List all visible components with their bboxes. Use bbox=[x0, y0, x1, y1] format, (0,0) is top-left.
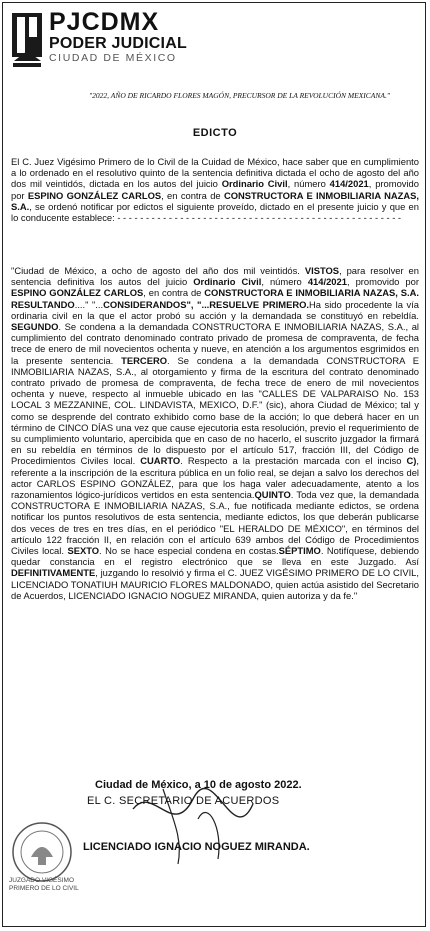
handwritten-signature-icon bbox=[123, 779, 263, 869]
logo-city: CIUDAD DE MÉXICO bbox=[49, 52, 177, 64]
logo-title: PJCDMX bbox=[49, 8, 160, 36]
document-title: EDICTO bbox=[192, 127, 238, 139]
signer-role: EL C. SECRETARIO DE ACUERDOS bbox=[87, 795, 280, 807]
signer-name: LICENCIADO IGNACIO NOGUEZ MIRANDA. bbox=[83, 841, 310, 853]
year-motto: "2022, AÑO DE RICARDO FLORES MAGÓN, PRECURSOR DE LA REVOLUCIÓN MEXICANA." bbox=[89, 91, 390, 100]
resolution-paragraph: "Ciudad de México, a ocho de agosto del año dos mil veintidós. VISTOS, para resolver en sentencia definitiva los autos del juicio Ordinario Civil, número 414/2021, promovido por ESPINO GONZÁLEZ CARLOS, en contra de CONSTRUCTORA E INMOBILIARIA NAZAS, S.A. RESULTANDO...." "...CONSIDERANDOS", "...RESUELVE PRIMERO.Ha sido procedente la vía ordinaria civil en la que el actor probó su acción y la demandada se constituyó en rebeldía. SEGUNDO. Se condena a la demandada CONSTRUCTORA E INMOBILIARIA NAZAS, S.A., al cumplimiento del contrato denominado contrato privado de promesa de compraventa, de fecha trece de enero de mil novecientos ochenta y nueve, en atención a los argumentos esgrimidos en la presente sentencia. TERCERO. Se condena a la demandada CONSTRUCTORA E INMOBILIARIA NAZAS, S.A., al otorgamiento y firma de la escritura del contrato denominado contrato privado de promesa de compraventa, de fecha trece de enero de mil novecientos ochenta y nueve, respecto al inmueble ubicado en las "CALLES DE VALPARAISO No. 153 LOCAL 3 MEZZANINE, COL. LINDAVISTA, MEXICO, D.F." (sic), ahora Ciudad de México; tal y como se desprende del contrato exhibido como base de la acción; lo que deberá hacer en un término de CINCO DÍAS una vez que cause ejecutoria esta resolución, previo el requerimiento de su cumplimiento voluntario, apercibida que en caso de no hacerlo, el suscrito juzgador la firmará en su rebeldía en términos de lo dispuesto por el artículo 517, fracción III, del Código de Procedimientos Civiles local. CUARTO. Respecto a la prestación marcada con el inciso C), referente a la inscripción de la escritura pública en un folio real, se dejan a salvo los derechos del actor CARLOS ESPINO GONZÁLEZ, para que los haga valer adecuadamente, atento a los razonamientos lógico-jurídicos vertidos en esta sentencia.QUINTO. Toda vez que, la demandada CONSTRUCTORA E INMOBILIARIA NAZAS, S.A., fue notificada mediante edictos, se ordena notificar los puntos resolutivos de esta sentencia, mediante edictos, los que deberán publicarse dos veces de tres en tres días, en el periódico "EL HERALDO DE MÉXICO", en términos del artículo 122 fracción II, en relación con el artículo 639 ambos del Código de Procedimientos Civiles local. SEXTO. No se hace especial condena en costas.SÉPTIMO. Notifíquese, debiendo quedar constancia en el registro electrónico que se lleva en este Juzgado. Así DEFINITIVAMENTE, juzgando lo resolvió y firma el C. JUEZ VIGÉSIMO PRIMERO DE LO CIVIL, LICENCIADO TONATIUH MAURICIO FLORES MALDONADO, quien actúa asistido del Secretario de Acuerdos, LICENCIADO IGNACIO NOGUEZ MIRANDA, quien autoriza y da fe." bbox=[11, 265, 420, 601]
court-logo bbox=[11, 9, 211, 73]
intro-paragraph: El C. Juez Vigésimo Primero de lo Civil de la Cuidad de México, hace saber que en cumplimiento a lo ordenado en el resolutivo quinto de la sentencia definitiva dictada el ocho de agosto del año dos mil veintidós, dictada en los autos del juicio Ordinario Civil, número 414/2021, promovido por ESPINO GONZÁLEZ CARLOS, en contra de CONSTRUCTORA E INMOBILIARIA NAZAS, S.A., se ordenó notificar por edictos el siguiente proveído, dictado en el presente juicio y que en lo conducente establece: - - - - - - - - - - - - - - - - - - - - - - - - - - - - - - - - - - - - - - - - - - - - - - - - - - bbox=[11, 156, 420, 224]
seal-label: JUZGADO VIGÉSIMO PRIMERO DE LO CIVIL bbox=[9, 877, 79, 892]
justice-emblem-icon bbox=[11, 11, 45, 69]
signature-date: Ciudad de México, a 10 de agosto 2022. bbox=[95, 779, 302, 791]
court-seal-icon bbox=[9, 821, 75, 883]
logo-subtitle: PODER JUDICIAL bbox=[49, 35, 187, 52]
edict-page bbox=[2, 2, 426, 927]
